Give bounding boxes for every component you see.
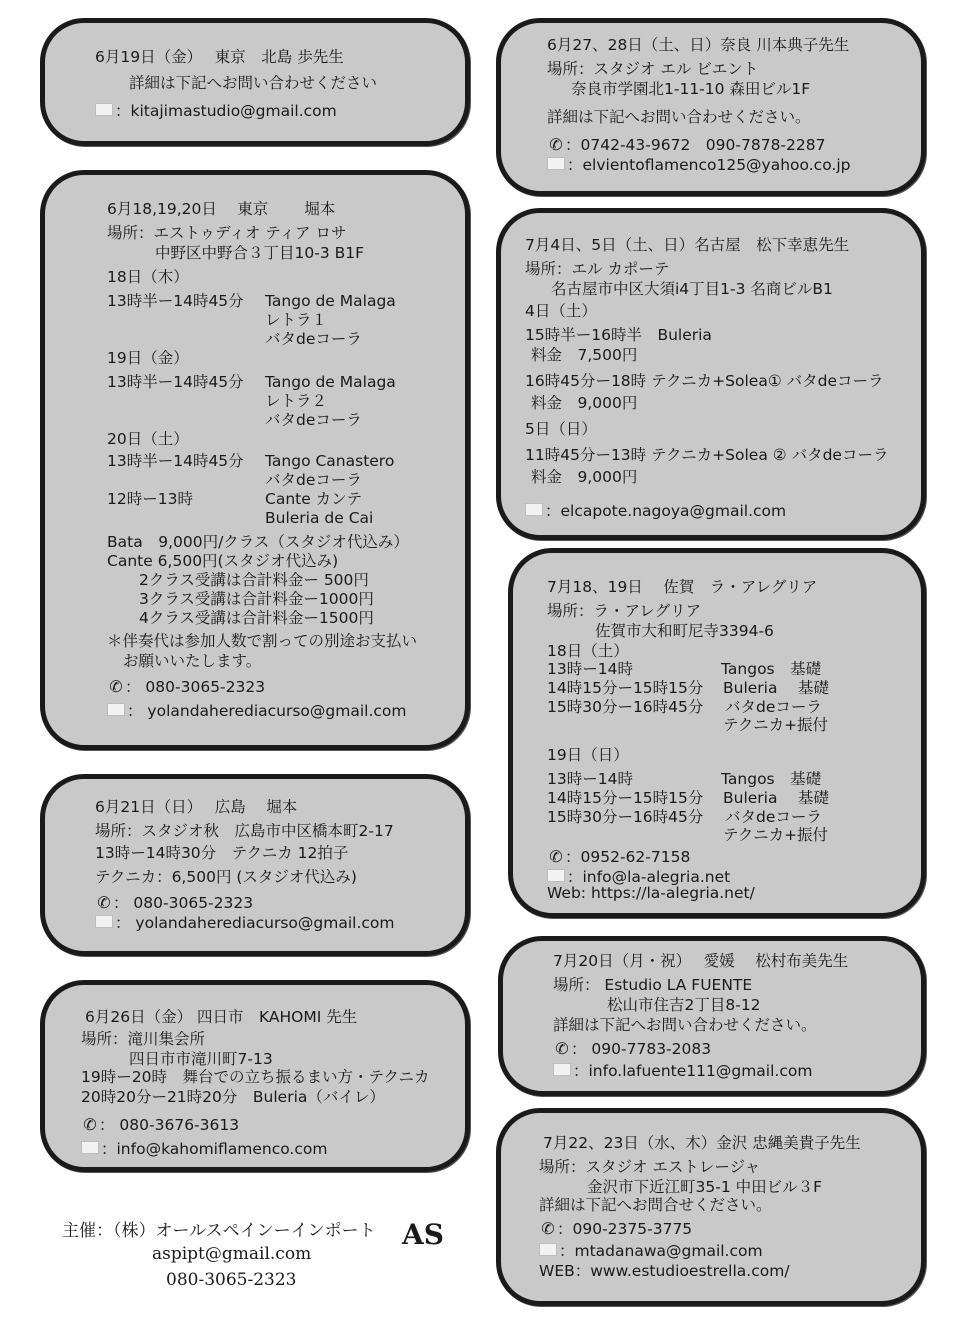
class-name: テクニカ+振付 — [723, 826, 829, 844]
phone-icon: ✆ — [109, 677, 123, 696]
web-link[interactable]: Web: https://la-alegria.net/ — [547, 884, 755, 902]
event-card-kahomi — [40, 980, 470, 1172]
company-logo: AS — [402, 1218, 444, 1251]
mail-icon — [107, 703, 125, 716]
organizer-phone[interactable]: 080-3065-2323 — [166, 1270, 297, 1290]
price-line: Cante 6,500円(スタジオ代込み) — [107, 552, 339, 570]
venue-label: 場所：ラ・アレグリア — [547, 602, 702, 620]
venue-label: 場所：滝川集会所 — [81, 1030, 206, 1048]
day-heading: 18日（土） — [547, 642, 629, 660]
phone-line[interactable]: ✆ ：090-2375-3775 — [539, 1219, 692, 1239]
event-card-matsumura — [498, 936, 926, 1096]
venue-label: 場所：スタジオ エストレージャ — [539, 1158, 761, 1176]
day-heading: 18日（木） — [107, 268, 189, 286]
event-title: 6月27、28日（土、日）奈良 川本典子先生 — [547, 36, 850, 54]
detail-text: 詳細は下記へお問い合わせください — [129, 74, 378, 92]
mail-icon — [539, 1243, 557, 1256]
venue-address: 佐賀市大和町尼寺3394-6 — [595, 622, 774, 640]
email-line[interactable]: ：info@la-alegria.net — [547, 867, 730, 887]
discount-line: 2クラス受講は合計料金ー 500円 — [139, 571, 369, 589]
time-slot: 16時45分ー18時 テクニカ+Solea① バタdeコーラ — [525, 372, 884, 390]
venue-label: 場所：エストゥディオ ティア ロサ — [107, 224, 347, 242]
event-card-kitajima — [40, 18, 470, 146]
day-heading: 19日（日） — [547, 746, 629, 764]
venue-line: 場所：スタジオ秋 広島市中区橋本町2-17 — [95, 822, 394, 840]
class-name: テクニカ+振付 — [723, 716, 829, 734]
note-text: お願いいたします。 — [123, 652, 262, 670]
mail-icon — [525, 503, 543, 516]
class-name: Buleria 基礎 — [723, 679, 829, 697]
email-line[interactable]: ：elvientoflamenco125@yahoo.co.jp — [547, 155, 850, 175]
time-slot: 13時半ー14時45分 — [107, 452, 244, 470]
time-slot: 13時ー14時 — [547, 660, 633, 678]
class-name: バタdeコーラ — [725, 698, 822, 716]
web-link[interactable]: WEB：www.estudioestrella.com/ — [539, 1262, 790, 1280]
organizer-email[interactable]: aspipt@gmail.com — [152, 1244, 312, 1264]
venue-address: 松山市住吉2丁目8-12 — [607, 996, 761, 1014]
mail-icon — [553, 1063, 571, 1076]
email-line[interactable]: ：info.lafuente111@gmail.com — [553, 1061, 812, 1081]
discount-line: 4クラス受講は合計料金ー1500円 — [139, 609, 374, 627]
email-line[interactable]: ：elcapote.nagoya@gmail.com — [525, 501, 786, 521]
mail-icon — [547, 869, 565, 882]
mail-icon — [95, 915, 113, 928]
email-line[interactable]: ：mtadanawa@gmail.com — [539, 1241, 763, 1261]
event-title: 6月19日（金） 東京 北島 歩先生 — [95, 48, 344, 66]
event-title: 7月18、19日 佐賀 ラ・アレグリア — [547, 578, 818, 596]
email-line[interactable]: ：kitajimastudio@gmail.com — [95, 101, 337, 121]
class-name: バタdeコーラ — [265, 330, 362, 348]
phone-icon: ✆ — [83, 1115, 97, 1134]
mail-icon — [547, 157, 565, 170]
class-name: Cante カンテ — [265, 490, 363, 508]
time-slot: 13時半ー14時45分 — [107, 292, 244, 310]
time-slot: 14時15分ー15時15分 — [547, 679, 704, 697]
class-name: レトラ１ — [265, 311, 328, 329]
mail-icon — [81, 1141, 99, 1154]
time-slot: 12時ー13時 — [107, 490, 193, 508]
discount-line: 3クラス受講は合計料金ー1000円 — [139, 590, 374, 608]
email-line[interactable]: ： yolandaherediacurso@gmail.com — [95, 913, 394, 933]
phone-line[interactable]: ✆ ：0742-43-9672 090-7878-2287 — [547, 135, 825, 155]
class-name: Tango de Malaga — [265, 373, 396, 391]
venue-label: 場所：エル カポーテ — [525, 260, 670, 278]
mail-icon — [95, 103, 113, 116]
price-line: 料金 9,000円 — [531, 394, 638, 412]
venue-address: 四日市市滝川町7-13 — [129, 1050, 273, 1068]
time-slot: 15時30分ー16時45分 — [547, 698, 704, 716]
venue-label: 場所： Estudio LA FUENTE — [553, 976, 753, 994]
venue-address: 名古屋市中区大須i4丁目1-3 名商ビルB1 — [551, 280, 833, 298]
phone-line[interactable]: ✆ ： 080-3676-3613 — [81, 1115, 239, 1135]
day-heading: 19日（金） — [107, 349, 189, 367]
time-slot: 13時半ー14時45分 — [107, 373, 244, 391]
event-title: 7月22、23日（水、木）金沢 忠縄美貴子先生 — [543, 1134, 861, 1152]
event-card-saga — [508, 548, 926, 918]
day-heading: 20日（土） — [107, 430, 189, 448]
class-name: バタdeコーラ — [725, 808, 822, 826]
time-slot: 13時ー14時 — [547, 770, 633, 788]
class-name: Buleria 基礎 — [723, 789, 829, 807]
detail-text: 詳細は下記へお問い合わせください。 — [553, 1016, 817, 1034]
venue-address: 奈良市学園北1-11-10 森田ビル1F — [571, 80, 811, 98]
event-card-horimoto-tokyo — [40, 170, 470, 750]
phone-line[interactable]: ✆ ： 080-3065-2323 — [107, 677, 265, 697]
venue-label: 場所：スタジオ エル ビエント — [547, 60, 759, 78]
event-title: 6月21日（日） 広島 堀本 — [95, 798, 298, 816]
day-heading: 4日（土） — [525, 302, 597, 320]
phone-icon: ✆ — [549, 135, 563, 154]
price-line: テクニカ：6,500円 (スタジオ代込み) — [95, 868, 357, 886]
day-heading: 5日（日） — [525, 420, 597, 438]
class-name: Buleria de Cai — [265, 509, 374, 527]
class-name: Tangos 基礎 — [721, 770, 822, 788]
class-name: Tango Canastero — [265, 452, 395, 470]
phone-line[interactable]: ✆ ：0952-62-7158 — [547, 847, 690, 867]
venue-address: 金沢市下近江町35-1 中田ビル３F — [587, 1178, 823, 1196]
price-line: 料金 7,500円 — [531, 346, 638, 364]
class-name: Tango de Malaga — [265, 292, 396, 310]
class-name: Tangos 基礎 — [721, 660, 822, 678]
time-slot: 13時ー14時30分 テクニカ 12拍子 — [95, 844, 349, 862]
venue-address: 中野区中野合３丁目10-3 B1F — [155, 244, 365, 262]
phone-line[interactable]: ✆ ： 080-3065-2323 — [95, 893, 253, 913]
phone-icon: ✆ — [97, 893, 111, 912]
time-slot: 19時ー20時 舞台での立ち振るまい方・テクニカ — [81, 1068, 430, 1086]
phone-icon: ✆ — [541, 1219, 555, 1238]
price-line: Bata 9,000円/クラス（スタジオ代込み） — [107, 533, 409, 551]
event-card-tadanawa — [496, 1108, 926, 1306]
detail-text: 詳細は下記へお問い合わせください。 — [547, 108, 811, 126]
note-text: ＊伴奏代は参加人数で割っての別途お支払い — [107, 632, 418, 650]
time-slot: 14時15分ー15時15分 — [547, 789, 704, 807]
phone-line[interactable]: ✆ ： 090-7783-2083 — [553, 1039, 711, 1059]
time-slot: 20時20分ー21時20分 Buleria（バイレ） — [81, 1088, 385, 1106]
email-line[interactable]: ：info@kahomiflamenco.com — [81, 1139, 327, 1159]
event-card-kawamoto — [496, 18, 926, 196]
time-slot: 15時30分ー16時45分 — [547, 808, 704, 826]
class-name: レトラ２ — [265, 392, 328, 410]
email-line[interactable]: ： yolandaherediacurso@gmail.com — [107, 701, 406, 721]
class-name: バタdeコーラ — [265, 411, 362, 429]
event-card-hiroshima — [40, 774, 470, 956]
event-title: 7月20日（月・祝） 愛媛 松村布美先生 — [553, 952, 849, 970]
event-title: 7月4日、5日（土、日）名古屋 松下幸恵先生 — [525, 236, 850, 254]
time-slot: 15時半ー16時半 Buleria — [525, 326, 712, 344]
price-line: 料金 9,000円 — [531, 468, 638, 486]
phone-icon: ✆ — [555, 1039, 569, 1058]
time-slot: 11時45分ー13時 テクニカ+Solea ② バタdeコーラ — [525, 446, 889, 464]
class-name: バタdeコーラ — [265, 471, 362, 489]
event-title: 6月18,19,20日 東京 堀本 — [107, 200, 336, 218]
organizer-name: 主催：（株）オールスペインーインポート — [62, 1221, 376, 1241]
detail-text: 詳細は下記へお問合せください。 — [539, 1196, 772, 1214]
phone-icon: ✆ — [549, 847, 563, 866]
event-card-matsushita — [496, 208, 926, 540]
event-title: 6月26日（金） 四日市 KAHOMI 先生 — [85, 1008, 358, 1026]
